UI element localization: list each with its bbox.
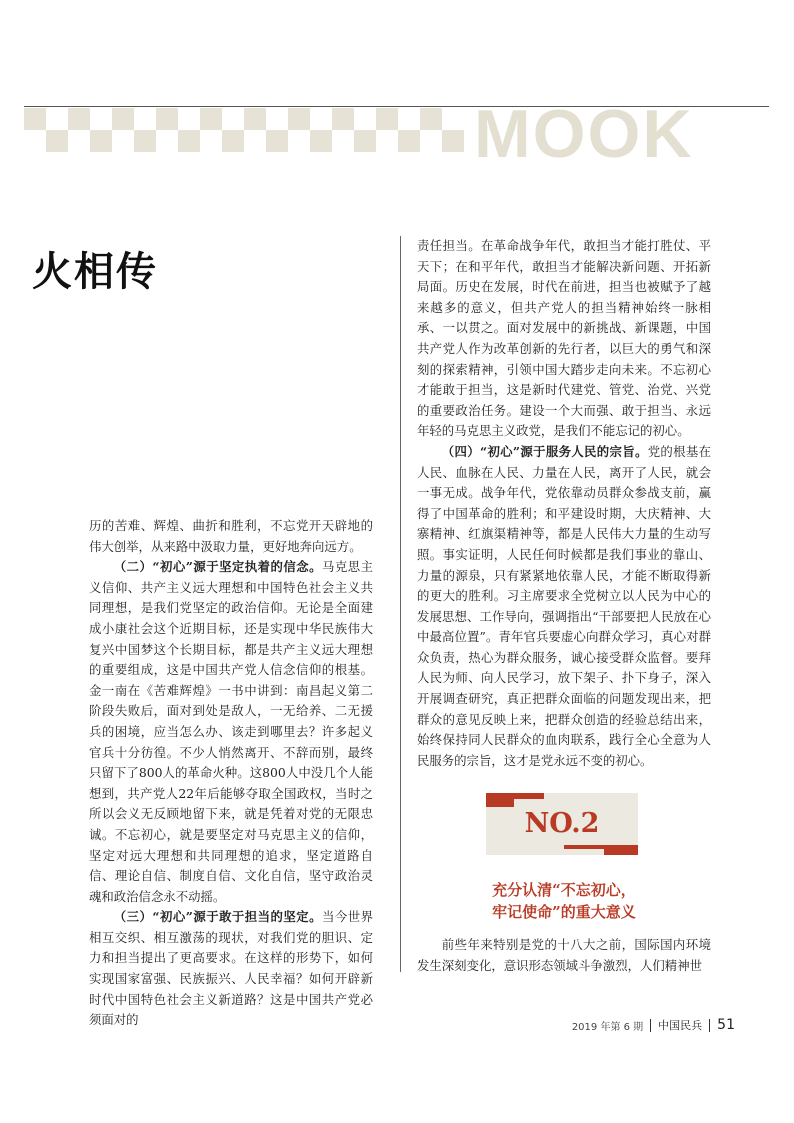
subheading: （四）“初心”源于服务人民的宗旨。 — [441, 443, 648, 459]
checker-square — [310, 130, 332, 152]
checker-square — [288, 108, 310, 130]
mook-watermark: MOOK — [474, 96, 694, 172]
paragraph: 历的苦难、辉煌、曲折和胜利，不忘党开天辟地的伟大创举，从来路中汲取力量，更好地奔向远方。 — [89, 518, 373, 554]
checker-square — [222, 130, 244, 152]
page-number: 51 — [717, 1017, 735, 1033]
closing-column — [417, 935, 711, 976]
right-column — [417, 236, 711, 771]
checker-square — [200, 108, 222, 130]
page-footer — [572, 1016, 735, 1034]
checker-square — [244, 108, 266, 130]
left-column — [89, 516, 373, 1031]
checker-square — [46, 130, 68, 152]
magazine-name: 中国民兵 — [658, 1019, 703, 1032]
checker-square — [156, 108, 178, 130]
paragraph: （四）“初心”源于服务人民的宗旨。党的根基在人民、血脉在人民、力量在人民，离开了人民，就会一事无成。战争年代，党依靠动员群众参战支前，赢得了中国革命的胜利；和平建设时期，大庆精神、大寨精神、红旗渠精神等，都是人民伟大力量的生动写照。事实证明，人民任何时候都是我们事业的靠山、力量的源泉，只有紧紧地依靠人民，才能不断取得新的更大的胜利。习主席要求全党树立以人民为中心的发展思想、工作导向，强调指出“干部要把人民放在心中最高位置”。青年官兵要虚心向群众学习，真心对群众负责，热心为群众服务，诚心接受群众监督。要拜人民为师、向人民学习，放下架子、扑下身子，深入开展调查研究，真正把群众面临的问题发现出来，把群众的意见反映上来，把群众创造的经验总结出来，始终保持同人民群众的血肉联系，践行全心全意为人民服务的宗旨，这才是党永远不变的初心。 — [417, 443, 711, 768]
issue-label: 2019 年第 6 期 — [571, 1021, 644, 1033]
checker-square — [24, 108, 46, 130]
checker-square — [398, 130, 420, 152]
checker-pattern — [24, 108, 464, 152]
checker-square — [376, 108, 398, 130]
column-divider — [400, 236, 401, 972]
paragraph: 责任担当。在革命战争年代，敢担当才能打胜仗、平天下；在和平年代，敢担当才能解决新问题、开拓新局面。历史在发展，时代在前进，担当也被赋予了越来越多的意义，但共产党人的担当精神始终一脉相承、一以贯之。面对发展中的新挑战、新课题，中国共产党人作为改革创新的先行者，以巨大的勇气和深刻的探索精神，引领中国大踏步走向未来。不忘初心才能敢于担当，这是新时代建党、管党、治党、兴党的重要政治任务。建设一个大而强、敢于担当、永远年轻的马克思主义政党，是我们不能忘记的初心。 — [417, 238, 711, 439]
checker-square — [68, 108, 90, 130]
checker-square — [112, 108, 134, 130]
checker-square — [266, 130, 288, 152]
checker-square — [134, 130, 156, 152]
subheading: （三）“初心”源于敢于担当的坚定。 — [113, 909, 322, 925]
paragraph: （三）“初心”源于敢于担当的坚定。当今世界相互交织、相互激荡的现状，对我们党的胆识、定力和担当提出了更高要求。在这样的形势下，如何实现国家富强、民族振兴、人民幸福？如何开辟新时代中国特色社会主义新道路？这是中国共产党必须面对的 — [89, 909, 373, 1028]
checker-square — [90, 130, 112, 152]
article-title-fragment: 火相传 — [32, 249, 158, 295]
section-title: 充分认清“不忘初心， 牢记使命”的重大意义 — [492, 881, 636, 921]
section-number-box — [486, 793, 638, 855]
checker-square — [178, 130, 200, 152]
section-number: NO.2 — [524, 808, 600, 839]
paragraph: 前些年来特别是党的十八大之前，国际国内环境发生深刻变化，意识形态领域斗争激烈，人们精神世 — [417, 937, 711, 973]
subheading: （二）“初心”源于坚定执着的信念。 — [113, 559, 322, 575]
checker-square — [442, 130, 464, 152]
checker-square — [354, 130, 376, 152]
checker-square — [332, 108, 354, 130]
checker-square — [420, 108, 442, 130]
paragraph: （二）“初心”源于坚定执着的信念。马克思主义信仰、共产主义远大理想和中国特色社会主义共同理想，是我们党坚定的政治信仰。无论是全面建成小康社会这个近期目标，还是实现中华民族伟大复兴中国梦这个长期目标，都是共产主义远大理想的重要组成，这是中国共产党人信念信仰的根基。金一南在《苦难辉煌》一书中讲到：南昌起义第二阶段失败后，面对到处是敌人，一无给养、二无援兵的困境，应当怎么办、该走到哪里去？许多起义官兵十分彷徨。不少人悄然离开、不辞而别，最终只留下了800人的革命火种。这800人中没几个人能想到，共产党人22年后能够夺取全国政权，当时之所以会义无反顾地留下来，就是凭着对党的无限忠诚。不忘初心，就是要坚定对马克思主义的信仰，坚定对远大理想和共同理想的追求，坚定道路自信、理论自信、制度自信、文化自信，坚守政治灵魂和政治信念永不动摇。 — [89, 559, 373, 904]
